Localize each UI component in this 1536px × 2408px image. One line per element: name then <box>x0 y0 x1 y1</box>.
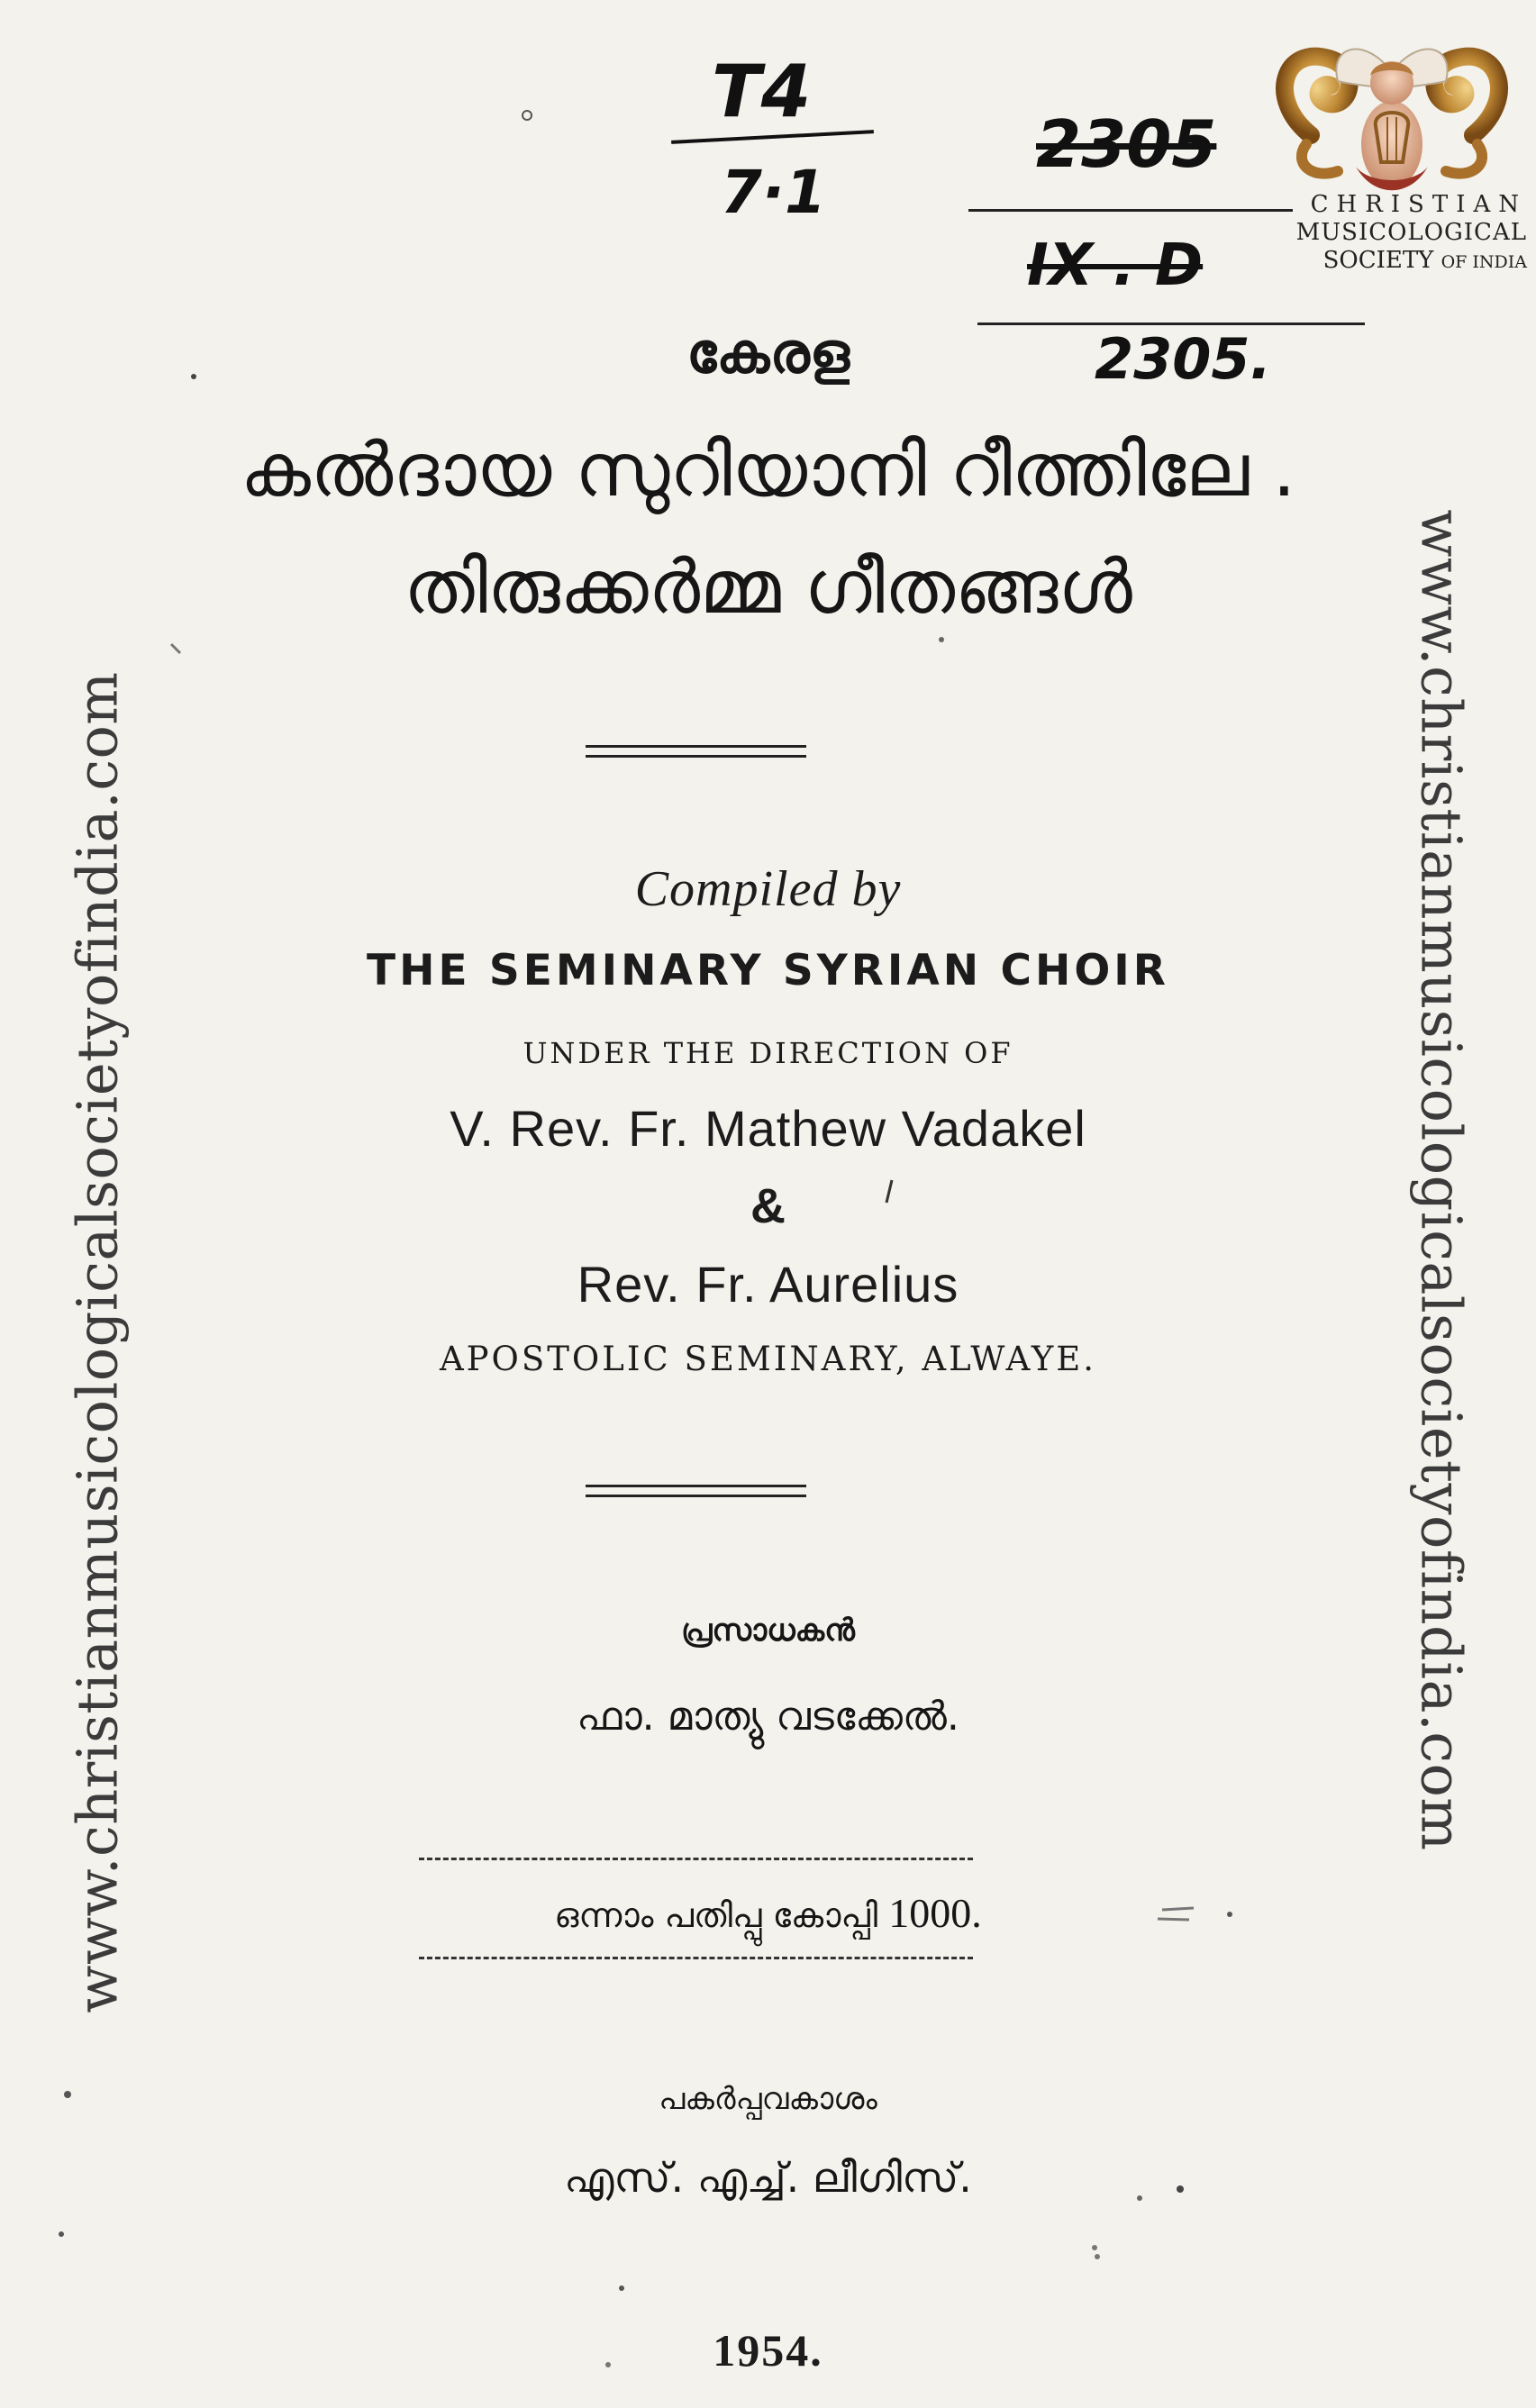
logo-line-3 <box>1257 247 1527 277</box>
roman-mark-struck: IX . D <box>1027 232 1204 299</box>
compiled-by: Compiled by <box>634 861 902 917</box>
logo-line-2: MUSICOLOGICAL <box>1295 219 1527 246</box>
edition-bottom-rule <box>419 1957 973 1959</box>
institution: APOSTOLIC SEMINARY, ALWAYE. <box>439 1340 1097 1378</box>
accession-number-struck: 2305 <box>1036 106 1217 182</box>
copyright-holder: എസ്. എച്ച്. ലീഗിസ്. <box>564 2153 972 2202</box>
divider-rule <box>586 1485 806 1487</box>
choir-name: THE SEMINARY SYRIAN CHOIR <box>367 946 1169 995</box>
copyright-label: പകർപ്പവകാശം <box>659 2081 877 2117</box>
title-line-1: കേരള <box>686 320 850 386</box>
shelf-mark-top: T4 <box>712 50 812 133</box>
logo-line-1: CHRISTIAN <box>1310 191 1527 218</box>
divider-rule <box>586 1495 806 1497</box>
edition-top-rule <box>419 1858 973 1860</box>
publisher-label: പ്രസാധകൻ <box>681 1613 855 1649</box>
publication-year: 1954. <box>713 2325 823 2376</box>
logo-line-3-main: SOCIETY <box>1322 247 1434 274</box>
divider-rule <box>586 745 806 748</box>
watermark-right: www.christianmusicologicalsocietyofindia.com <box>1408 509 1475 1851</box>
publisher-name: ഫാ. മാത്യു വടക്കേൽ. <box>577 1694 959 1740</box>
watermark-left: www.christianmusicologicalsocietyofindia.com <box>64 671 131 2013</box>
divider-rule <box>586 755 806 758</box>
edition-line <box>0 1889 1536 1937</box>
edition-copies: 1000. <box>888 1890 982 1936</box>
title-line-2: കൽദായ സുറിയാനി റീത്തിലേ . <box>240 428 1296 513</box>
accession-line-1 <box>968 209 1293 212</box>
ampersand: & <box>750 1179 786 1233</box>
director-1: V. Rev. Fr. Mathew Vadakel <box>450 1100 1086 1157</box>
edition-text: ഒന്നാം പതിപ്പു കോപ്പി <box>554 1895 878 1935</box>
under-direction: UNDER THE DIRECTION OF <box>523 1036 1013 1070</box>
accession-number: 2305. <box>1095 326 1272 392</box>
logo-line-3-small: OF INDIA <box>1441 252 1527 272</box>
shelf-mark-bottom: 7·1 <box>721 158 826 227</box>
director-2: Rev. Fr. Aurelius <box>577 1256 959 1313</box>
society-logo-text <box>1257 191 1527 277</box>
title-line-3: തിരുക്കർമ്മ ഗീതങ്ങൾ <box>404 545 1132 631</box>
